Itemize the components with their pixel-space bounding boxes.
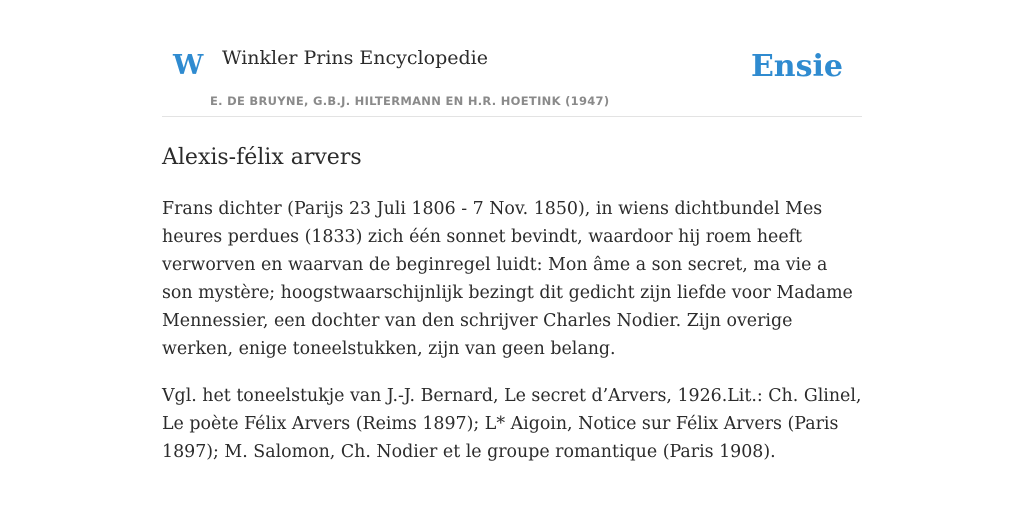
book-title-link[interactable]: Winkler Prins Encyclopedie — [222, 47, 488, 69]
page — [162, 0, 862, 466]
ensie-logo[interactable]: Ensie — [750, 49, 843, 84]
book-authors: E. DE BRUYNE, G.B.J. HILTERMANN EN H.R. HOETINK (1947) — [210, 94, 610, 108]
winkler-prins-logo[interactable]: W — [173, 50, 204, 81]
header — [162, 0, 862, 117]
article-paragraph-1: Frans dichter (Parijs 23 Juli 1806 - 7 Nov. 1850), in wiens dichtbundel Mes heures perdues (1833) zich één sonnet bevindt, waardoor hij roem heeft verworven en waarvan de beginregel luidt: Mon âme a son secret, ma vie a son mystère; hoogstwaarschijnlijk bezingt dit gedicht zijn liefde voor Madame Mennessier, een dochter van den schrijver Charles Nodier. Zijn overige werken, enige toneelstukken, zijn van geen belang. — [162, 199, 853, 359]
article-paragraph-2: Vgl. het toneelstukje van J.-J. Bernard, Le secret d’Arvers, 1926.Lit.: Ch. Glinel, Le poète Félix Arvers (Reims 1897); L* Aigoin, Notice sur Félix Arvers (Paris 1897); M. Salomon, Ch. Nodier et le groupe romantique (Paris 1908). — [162, 386, 862, 462]
article-title: Alexis-félix arvers — [162, 145, 362, 170]
